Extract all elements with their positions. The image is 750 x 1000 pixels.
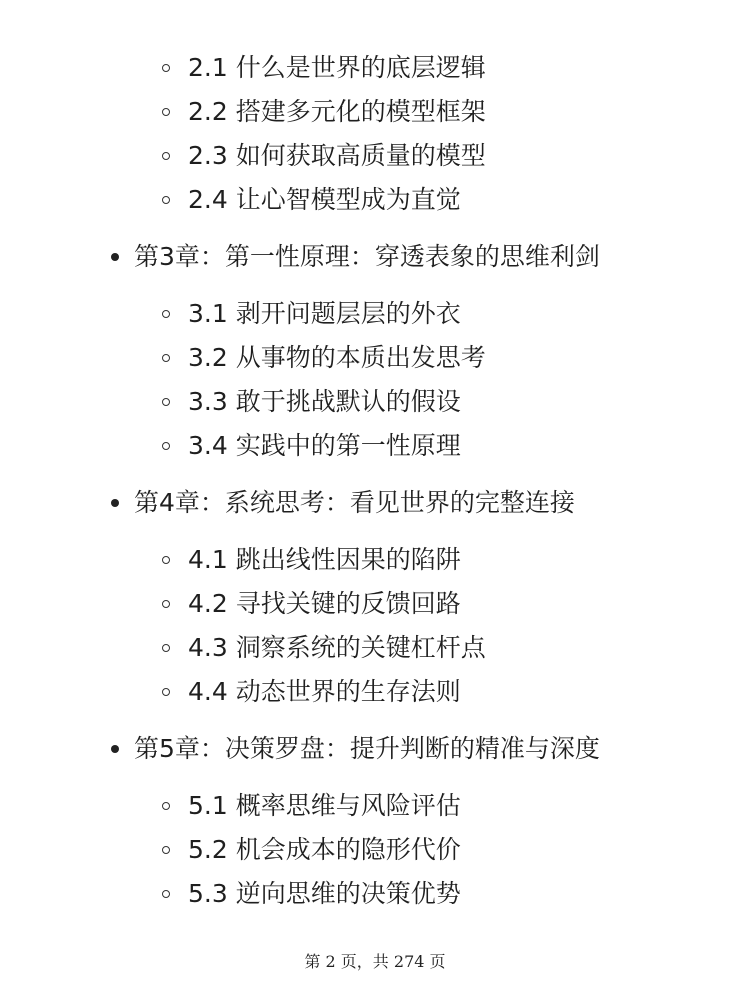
toc-item-label: 2.1 什么是世界的底层逻辑 [188,53,486,82]
hollow-bullet-icon [162,802,170,810]
toc-item-label: 2.3 如何获取高质量的模型 [188,141,486,170]
toc-chapter-5 [0,726,750,772]
hollow-bullet-icon [162,556,170,564]
hollow-bullet-icon [162,846,170,854]
toc-item-label: 2.4 让心智模型成为直觉 [188,185,461,214]
toc-item-3-4 [0,424,750,468]
toc-item-4-4 [0,670,750,714]
toc-item-3-1 [0,292,750,336]
filled-bullet-icon [111,745,119,753]
page-footer [0,949,750,972]
hollow-bullet-icon [162,354,170,362]
toc-item-5-3 [0,872,750,916]
hollow-bullet-icon [162,152,170,160]
toc-chapter-4 [0,480,750,526]
filled-bullet-icon [111,253,119,261]
toc-item-label: 3.4 实践中的第一性原理 [188,431,461,460]
table-of-contents [0,46,750,916]
hollow-bullet-icon [162,890,170,898]
toc-item-5-2 [0,828,750,872]
toc-chapter-label: 第4章：系统思考：看见世界的完整连接 [134,488,575,517]
hollow-bullet-icon [162,442,170,450]
hollow-bullet-icon [162,108,170,116]
toc-item-label: 4.2 寻找关键的反馈回路 [188,589,461,618]
toc-item-2-3 [0,134,750,178]
toc-chapter-label: 第3章：第一性原理：穿透表象的思维利剑 [134,242,600,271]
toc-item-5-1 [0,784,750,828]
hollow-bullet-icon [162,196,170,204]
toc-item-label: 5.1 概率思维与风险评估 [188,791,461,820]
toc-item-label: 4.3 洞察系统的关键杠杆点 [188,633,486,662]
hollow-bullet-icon [162,398,170,406]
toc-item-2-2 [0,90,750,134]
toc-item-4-1 [0,538,750,582]
hollow-bullet-icon [162,600,170,608]
hollow-bullet-icon [162,688,170,696]
toc-item-3-3 [0,380,750,424]
hollow-bullet-icon [162,644,170,652]
toc-item-label: 4.4 动态世界的生存法则 [188,677,461,706]
toc-item-label: 5.3 逆向思维的决策优势 [188,879,461,908]
toc-item-label: 5.2 机会成本的隐形代价 [188,835,461,864]
toc-item-2-1 [0,46,750,90]
toc-item-4-3 [0,626,750,670]
page-number-text: 第 2 页，共 274 页 [304,952,446,971]
toc-item-label: 3.3 敢于挑战默认的假设 [188,387,461,416]
hollow-bullet-icon [162,64,170,72]
toc-chapter-3 [0,234,750,280]
toc-item-label: 2.2 搭建多元化的模型框架 [188,97,486,126]
toc-item-3-2 [0,336,750,380]
hollow-bullet-icon [162,310,170,318]
toc-item-2-4 [0,178,750,222]
toc-item-4-2 [0,582,750,626]
filled-bullet-icon [111,499,119,507]
toc-chapter-label: 第5章：决策罗盘：提升判断的精准与深度 [134,734,600,763]
toc-item-label: 4.1 跳出线性因果的陷阱 [188,545,461,574]
toc-item-label: 3.1 剥开问题层层的外衣 [188,299,461,328]
toc-item-label: 3.2 从事物的本质出发思考 [188,343,486,372]
